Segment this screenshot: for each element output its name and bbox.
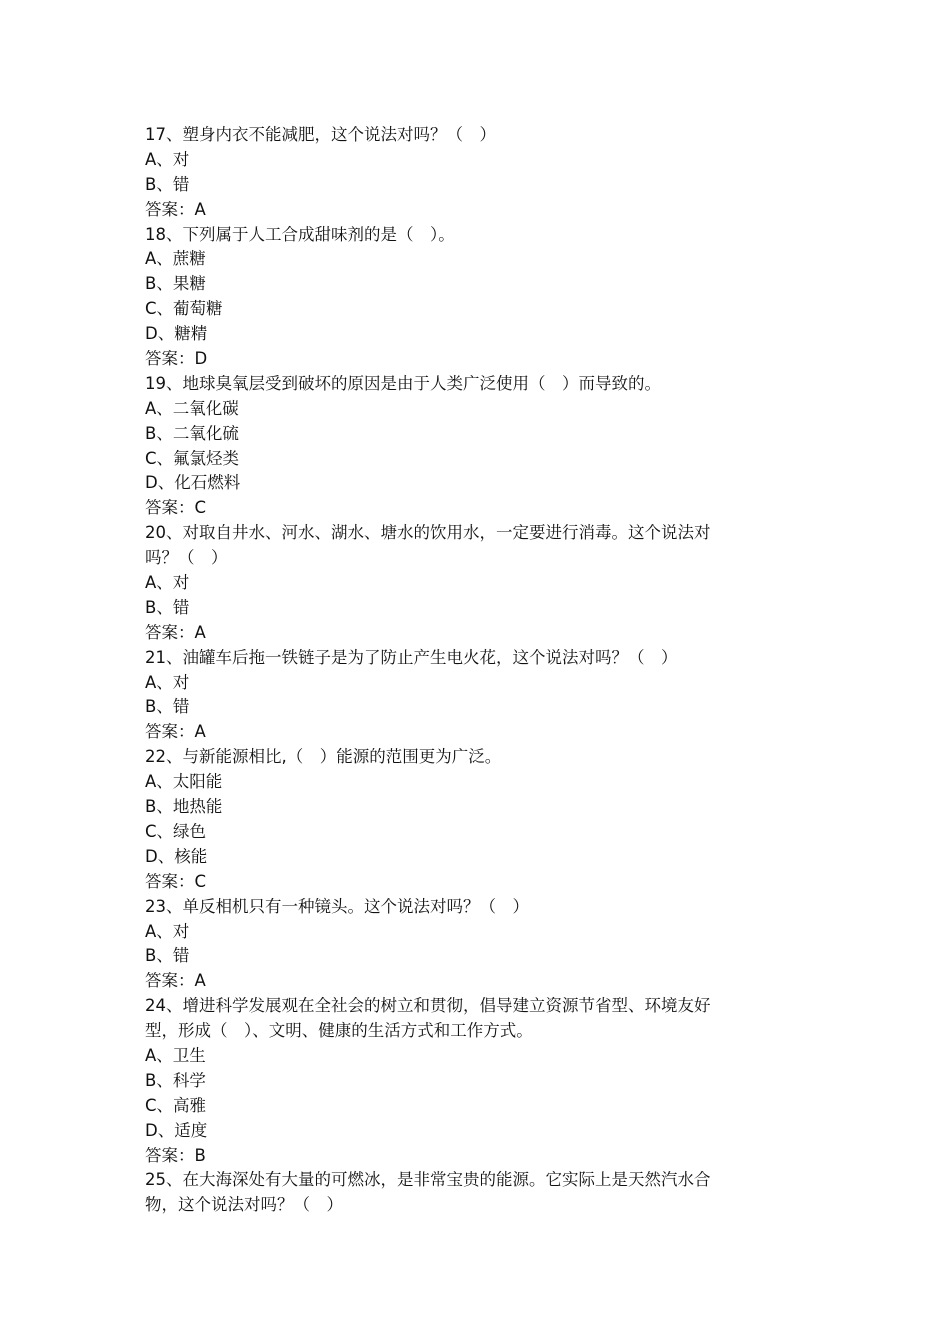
q22-option-b: B、地热能 [145, 797, 223, 817]
q20-option-a: A、对 [145, 573, 190, 593]
q25-question-line1: 25、在大海深处有大量的可燃冰，是非常宝贵的能源。它实际上是天然汽水合 [145, 1170, 711, 1190]
q23-question: 23、单反相机只有一种镜头。这个说法对吗？（ ） [145, 896, 529, 916]
q22-option-c: C、绿色 [145, 821, 207, 841]
q18-option-a: A、蔗糖 [145, 249, 206, 269]
q22-question: 22、与新能源相比,（ ）能源的范围更为广泛。 [145, 747, 502, 767]
q21-question: 21、油罐车后拖一铁链子是为了防止产生电火花，这个说法对吗？（ ） [145, 647, 678, 667]
q17-question: 17、塑身内衣不能减肥，这个说法对吗？（ ） [145, 125, 496, 144]
q24-option-c: C、高雅 [145, 1095, 207, 1115]
q20-option-b: B、错 [145, 597, 190, 617]
q21-option-a: A、对 [145, 672, 190, 692]
q23-answer: 答案：A [145, 971, 206, 991]
q24-option-a: A、卫生 [145, 1045, 206, 1065]
q18-option-d: D、糖精 [145, 324, 208, 344]
q18-option-b: B、果糖 [145, 274, 206, 294]
q24-question-line2: 型，形成（ ）、文明、健康的生活方式和工作方式。 [145, 1021, 533, 1041]
q21-option-b: B、错 [145, 697, 190, 717]
q17-option-b: B、错 [145, 174, 190, 194]
q19-option-a: A、二氧化碳 [145, 398, 239, 418]
q20-question-line2: 吗？（ ） [145, 548, 228, 568]
q24-answer: 答案：B [145, 1145, 206, 1165]
q24-option-b: B、科学 [145, 1070, 206, 1090]
q17-option-a: A、对 [145, 149, 190, 169]
document-body [145, 123, 810, 1218]
q17-answer: 答案：A [145, 199, 206, 219]
q18-answer: 答案：D [145, 349, 208, 369]
q22-answer: 答案：C [145, 871, 207, 891]
q23-option-a: A、对 [145, 921, 190, 941]
q18-option-c: C、葡萄糖 [145, 299, 223, 319]
q19-option-c: C、氟氯烃类 [145, 448, 240, 468]
q24-question-line1: 24、增进科学发展观在全社会的树立和贯彻，倡导建立资源节省型、环境友好 [145, 996, 711, 1016]
q19-answer: 答案：C [145, 498, 207, 518]
q22-option-a: A、太阳能 [145, 772, 223, 792]
q18-question: 18、下列属于人工合成甜味剂的是（ ）。 [145, 224, 455, 244]
q24-option-d: D、适度 [145, 1120, 208, 1140]
q23-option-b: B、错 [145, 946, 190, 966]
q19-option-b: B、二氧化硫 [145, 423, 239, 443]
q20-question-line1: 20、对取自井水、河水、湖水、塘水的饮用水，一定要进行消毒。这个说法对 [145, 523, 711, 543]
q19-question: 19、地球臭氧层受到破坏的原因是由于人类广泛使用（ ）而导致的。 [145, 373, 661, 393]
q20-answer: 答案：A [145, 622, 206, 642]
q25-question-line2: 物，这个说法对吗？（ ） [145, 1195, 343, 1215]
q21-answer: 答案：A [145, 722, 206, 742]
q19-option-d: D、化石燃料 [145, 473, 241, 493]
q22-option-d: D、核能 [145, 846, 208, 866]
